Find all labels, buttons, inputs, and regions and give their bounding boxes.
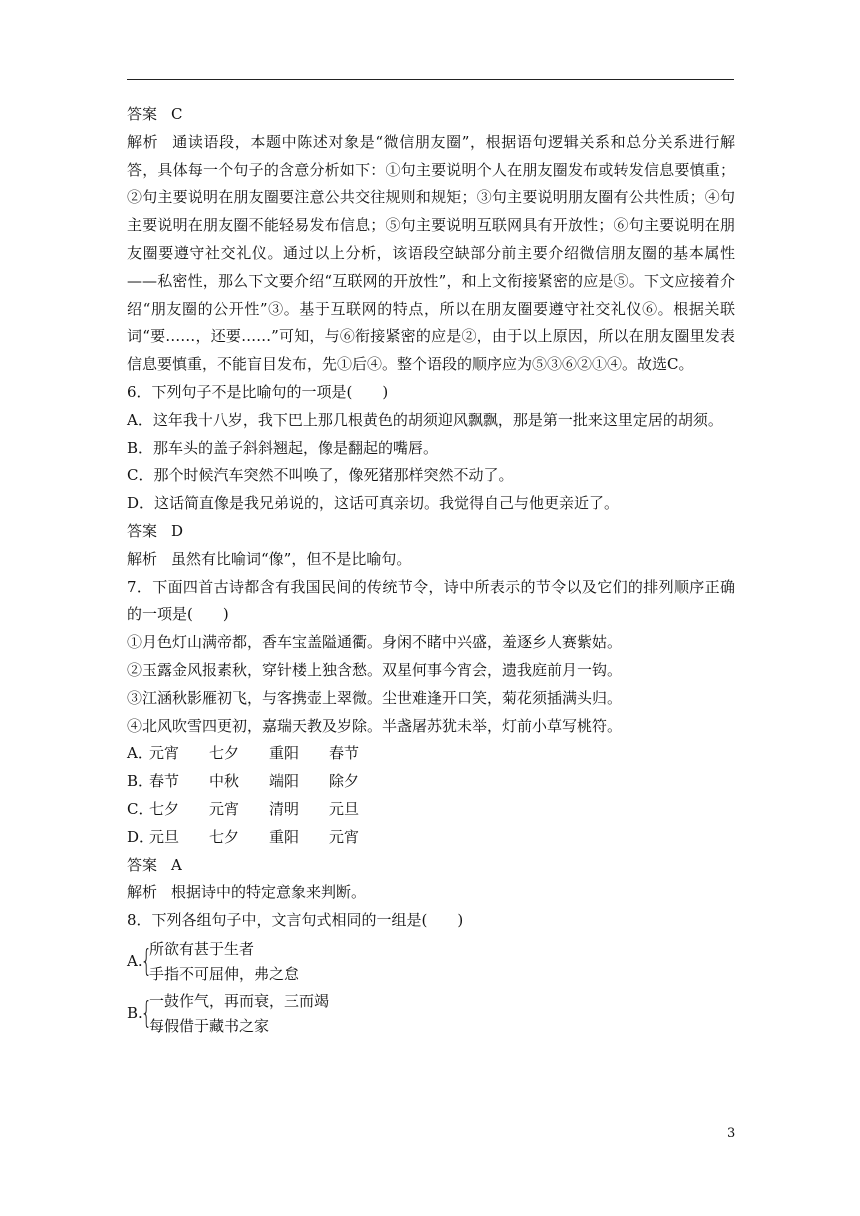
q7-option-c: C．七夕 元宵 清明 元旦	[127, 799, 360, 818]
q6-stem: 6．下列句子不是比喻句的一项是( )	[127, 382, 389, 401]
q7-stem: 7．下面四首古诗都含有我国民间的传统节令，诗中所表示的节令以及它们的排列顺序正确的一项是( )	[127, 577, 735, 624]
q7-option-b: B．春节 中秋 端阳 除夕	[127, 772, 360, 791]
q8-stem: 8．下列各组句子中，文言句式相同的一组是( )	[127, 911, 464, 930]
page-content	[127, 101, 735, 1041]
page-number: 3	[727, 1126, 736, 1141]
q6-option-c: C．那个时候汽车突然不叫唤了，像死猪那样突然不动了。	[127, 466, 514, 485]
q6-option-a: A．这年我十八岁，我下巴上那几根黄色的胡须迎风飘飘，那是第一批来这里定居的胡须。	[127, 410, 723, 429]
q7-poem-4: ④北风吹雪四更初，嘉瑞天教及岁除。半盏屠苏犹未举，灯前小草写桃符。	[127, 716, 623, 735]
q8-group-b-line-1: 一鼓作气，再而衰，三而竭	[149, 991, 330, 1010]
q6-option-b: B．那车头的盖子斜斜翘起，像是翻起的嘴唇。	[127, 438, 439, 457]
q6-analysis: 解析 虽然有比喻词“像”，但不是比喻句。	[127, 549, 412, 568]
header-rule	[127, 79, 734, 80]
q7-poem-1: ①月色灯山满帝都，香车宝盖隘通衢。身闲不睹中兴盛，羞逐乡人赛紫姑。	[127, 633, 623, 652]
q7-poem-3: ③江涵秋影雁初飞，与客携壶上翠微。尘世难逢开口笑，菊花须插满头归。	[127, 688, 623, 707]
q7-option-a: A．元宵 七夕 重阳 春节	[127, 744, 360, 763]
q7-option-d: D．元旦 七夕 重阳 元宵	[127, 827, 360, 846]
q8-group-b: B. { 一鼓作气，再而衰，三而竭 每假借于藏书之家	[127, 989, 735, 1039]
q7-analysis: 解析 根据诗中的特定意象来判断。	[127, 883, 367, 902]
q7-poem-2: ②玉露金风报素秋，穿针楼上独含愁。双星何事今宵会，遗我庭前月一钩。	[127, 660, 623, 679]
q8-group-a-line-1: 所欲有甚于生者	[149, 939, 255, 958]
brace-icon: {	[140, 995, 153, 1031]
q8-group-a-line-2: 手指不可屈伸，弗之怠	[149, 964, 300, 983]
q7-answer: 答案 A	[127, 855, 182, 874]
q5-analysis: 解析 通读语段，本题中陈述对象是“微信朋友圈”，根据语句逻辑关系和总分关系进行解答，具体每一个句子的含意分析如下：①句主要说明个人在朋友圈发布或转发信息要慎重；②句主要说明在朋友圈要注意公共交往规则和规矩；③句主要说明朋友圈有公共性质；④句主要说明在朋友圈不能轻易发布信息；⑤句主要说明互联网具有开放性；⑥句主要说明在朋友圈要遵守社交礼仪。通过以上分析，该语段空缺部分前主要介绍微信朋友圈的基本属性——私密性，那么下文要介绍“互联网的开放性”，和上文衔接紧密的应是⑤。下文应接着介绍“朋友圈的公开性”③。基于互联网的特点，所以在朋友圈要遵守社交礼仪⑥。根据关联词“要……，还要……”可知，与⑥衔接紧密的应是②，由于以上原因，所以在朋友圈里发表信息要慎重，不能盲目发布，先①后④。整个语段的顺序应为⑤③⑥②①④。故选C。	[127, 132, 735, 374]
q6-option-d: D．这话简直像是我兄弟说的，这话可真亲切。我觉得自己与他更亲近了。	[127, 494, 620, 513]
brace-icon: {	[140, 943, 153, 979]
q8-group-b-line-2: 每假借于藏书之家	[149, 1016, 270, 1035]
q5-answer: 答案 C	[127, 105, 183, 123]
q8-group-a: A. { 所欲有甚于生者 手指不可屈伸，弗之怠	[127, 937, 735, 987]
q6-answer: 答案 D	[127, 521, 184, 540]
